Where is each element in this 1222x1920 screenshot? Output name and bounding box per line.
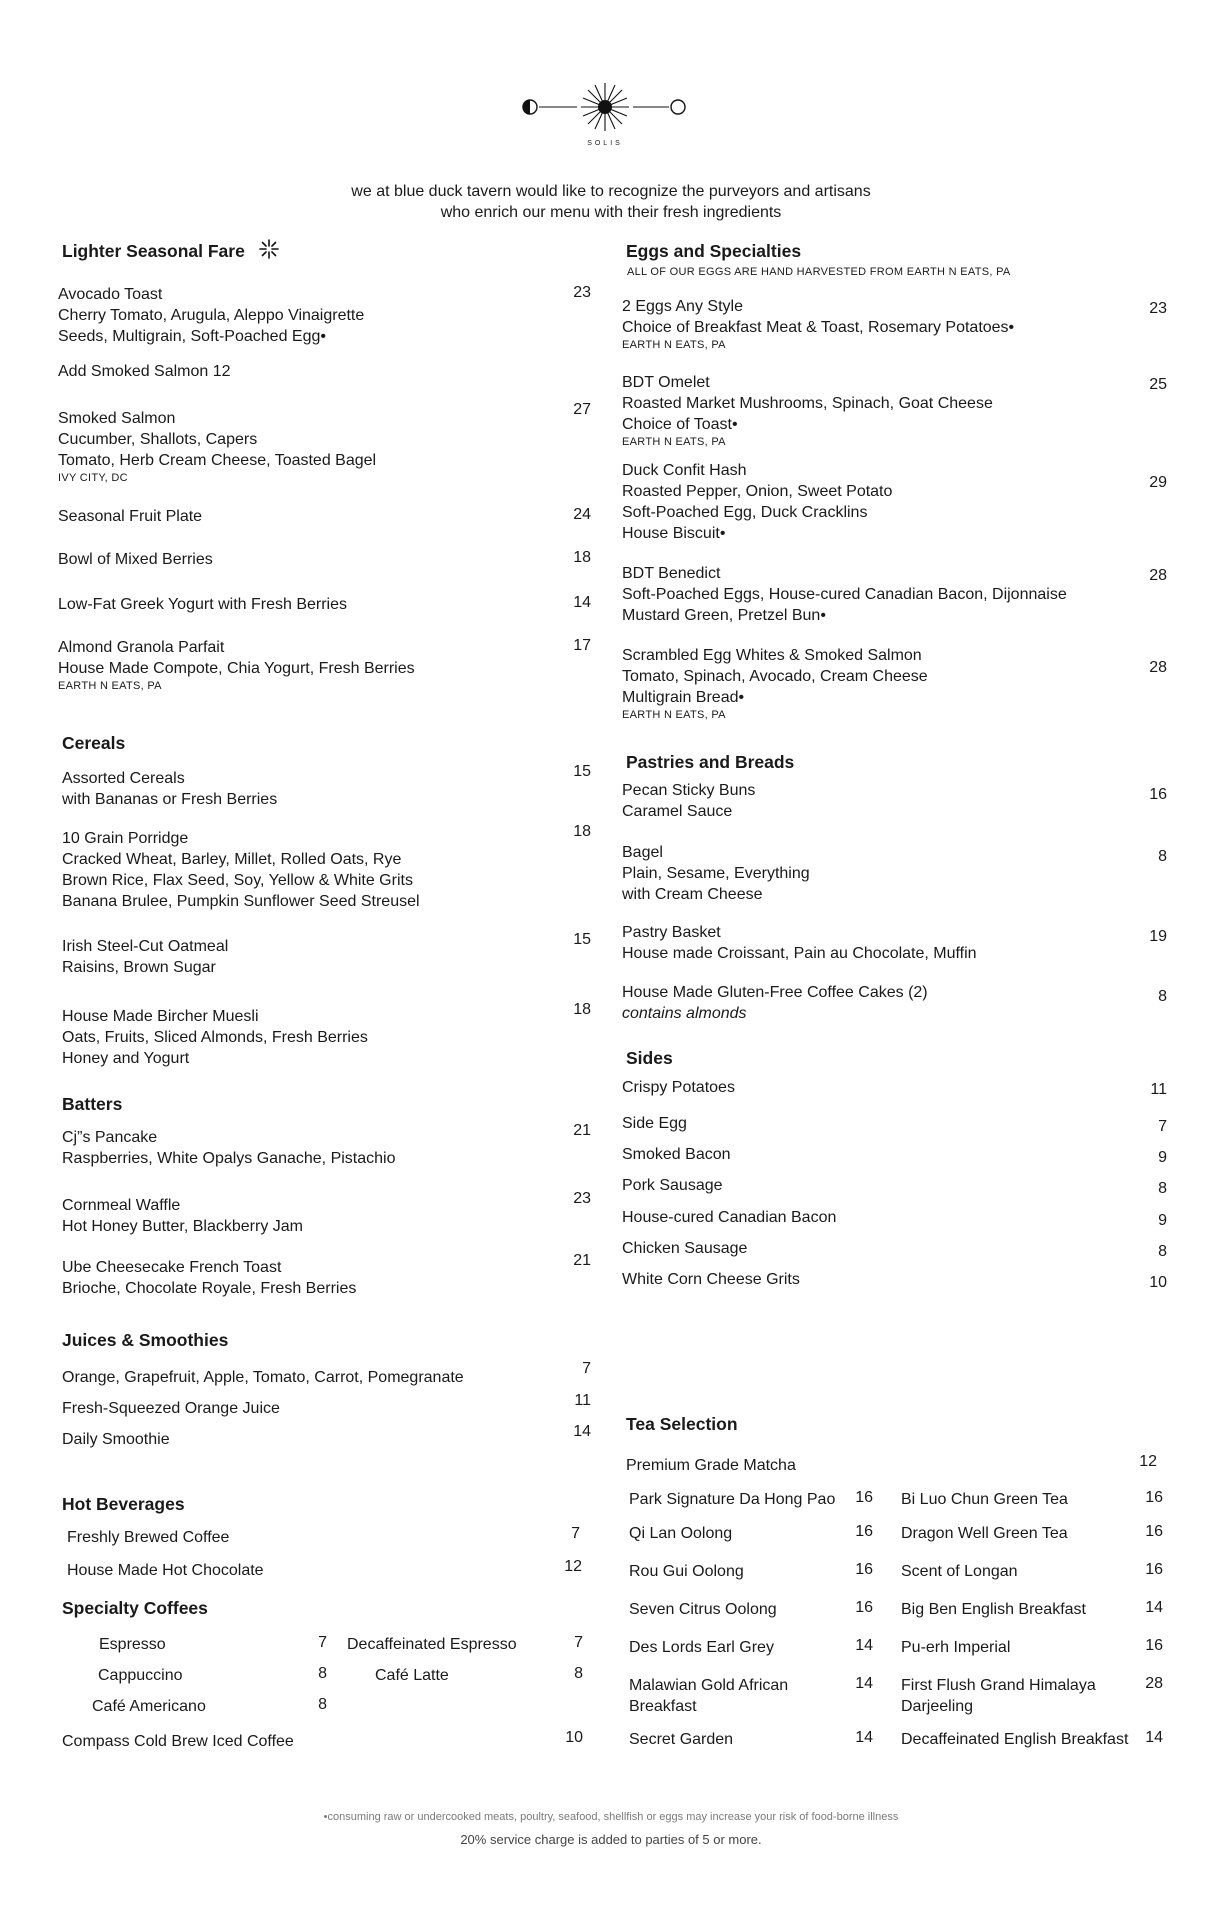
tea-name: Darjeeling <box>901 1698 974 1715</box>
item-price: 16 <box>1145 1523 1163 1540</box>
source-location: EARTH N EATS, PA <box>622 436 726 448</box>
item-description: Brioche, Chocolate Royale, Fresh Berries <box>62 1280 357 1297</box>
source-location: ALL OF OUR EGGS ARE HAND HARVESTED FROM EARTH N EATS, PA <box>627 266 1011 278</box>
tea-name: Secret Garden <box>629 1731 734 1748</box>
item-price: 9 <box>1158 1149 1167 1166</box>
item-name: Orange, Grapefruit, Apple, Tomato, Carrot, Pomegranate <box>62 1369 464 1386</box>
coffee-name: Cappuccino <box>98 1667 183 1684</box>
item-price: 7 <box>1158 1118 1167 1135</box>
section-title-sides: Sides <box>626 1048 673 1068</box>
item-price: 14 <box>1145 1599 1163 1616</box>
item-description: Hot Honey Butter, Blackberry Jam <box>62 1218 303 1235</box>
item-description: Multigrain Bread• <box>622 689 745 706</box>
tea-name: Decaffeinated English Breakfast <box>901 1731 1129 1748</box>
intro-line-2: who enrich our menu with their fresh ingredients <box>440 204 782 221</box>
item-price: 14 <box>573 1423 591 1440</box>
tea-name: Breakfast <box>629 1698 697 1715</box>
item-price: 12 <box>564 1558 582 1575</box>
item-price: 7 <box>318 1634 327 1651</box>
item-price: 15 <box>573 763 591 780</box>
item-name: Compass Cold Brew Iced Coffee <box>62 1733 294 1750</box>
item-name: Crispy Potatoes <box>622 1079 735 1096</box>
item-description: House Biscuit• <box>622 525 726 542</box>
item-description: Choice of Toast• <box>622 416 738 433</box>
solis-logo <box>515 78 695 158</box>
coffee-name: Decaffeinated Espresso <box>347 1636 517 1653</box>
item-name: Fresh-Squeezed Orange Juice <box>62 1400 280 1417</box>
item-price: 18 <box>573 823 591 840</box>
item-price: 15 <box>573 931 591 948</box>
section-title-tea: Tea Selection <box>626 1414 738 1434</box>
section-title-hot-beverages: Hot Beverages <box>62 1494 185 1514</box>
item-price: 14 <box>855 1637 873 1654</box>
section-title-pastries: Pastries and Breads <box>626 752 795 772</box>
item-description: Oats, Fruits, Sliced Almonds, Fresh Berries <box>62 1029 368 1046</box>
tea-name: Malawian Gold African <box>629 1677 789 1694</box>
section-title-batters: Batters <box>62 1094 123 1114</box>
item-description: Tomato, Herb Cream Cheese, Toasted Bagel <box>58 452 377 469</box>
item-name: Chicken Sausage <box>622 1240 748 1257</box>
item-description: Cherry Tomato, Arugula, Aleppo Vinaigrette <box>58 307 365 324</box>
item-name: House Made Hot Chocolate <box>67 1562 264 1579</box>
item-price: 28 <box>1149 567 1167 584</box>
item-price: 27 <box>573 401 591 418</box>
section-title-eggs: Eggs and Specialties <box>626 241 802 261</box>
item-price: 28 <box>1145 1675 1163 1692</box>
item-name: Pork Sausage <box>622 1177 723 1194</box>
item-description: Raisins, Brown Sugar <box>62 959 216 976</box>
item-name: BDT Benedict <box>622 565 721 582</box>
item-name: BDT Omelet <box>622 374 710 391</box>
item-price: 8 <box>574 1665 583 1682</box>
item-price: 16 <box>855 1523 873 1540</box>
section-title-cereals: Cereals <box>62 733 126 753</box>
item-price: 21 <box>573 1122 591 1139</box>
section-title-specialty-coffees: Specialty Coffees <box>62 1598 208 1618</box>
item-price: 25 <box>1149 376 1167 393</box>
item-price: 19 <box>1149 928 1167 945</box>
tea-name: First Flush Grand Himalaya <box>901 1677 1096 1694</box>
service-charge-note: 20% service charge is added to parties of 5 or more. <box>460 1832 762 1847</box>
item-price: 8 <box>318 1665 327 1682</box>
item-name: Seasonal Fruit Plate <box>58 508 203 525</box>
item-name: House Made Gluten-Free Coffee Cakes (2) <box>622 984 928 1001</box>
item-price: 7 <box>574 1634 583 1651</box>
item-price: 18 <box>573 549 591 566</box>
coffee-name: Café Americano <box>92 1698 206 1715</box>
item-price: 8 <box>1158 1243 1167 1260</box>
item-price: 7 <box>582 1360 591 1377</box>
item-price: 7 <box>571 1525 580 1542</box>
item-description: Choice of Breakfast Meat & Toast, Rosemary Potatoes• <box>622 319 1015 336</box>
item-price: 10 <box>565 1729 583 1746</box>
item-price: 16 <box>1145 1489 1163 1506</box>
item-price: 11 <box>1150 1081 1167 1098</box>
tea-name: Rou Gui Oolong <box>629 1563 744 1580</box>
coffee-name: Café Latte <box>375 1667 449 1684</box>
item-price: 14 <box>573 594 591 611</box>
tea-name: Qi Lan Oolong <box>629 1525 733 1542</box>
tea-name: Park Signature Da Hong Pao <box>629 1491 836 1508</box>
item-description: Roasted Market Mushrooms, Spinach, Goat Cheese <box>622 395 993 412</box>
item-description: Mustard Green, Pretzel Bun• <box>622 607 826 624</box>
item-name: Smoked Salmon <box>58 410 176 427</box>
item-name: Low-Fat Greek Yogurt with Fresh Berries <box>58 596 348 613</box>
item-description: Cracked Wheat, Barley, Millet, Rolled Oats, Rye <box>62 851 402 868</box>
item-price: 18 <box>573 1001 591 1018</box>
item-price: 8 <box>1158 1180 1167 1197</box>
item-name: Assorted Cereals <box>62 770 185 787</box>
item-name: Cornmeal Waffle <box>62 1197 181 1214</box>
item-description: Honey and Yogurt <box>62 1050 190 1067</box>
source-location: EARTH N EATS, PA <box>622 339 726 351</box>
item-name: Freshly Brewed Coffee <box>67 1529 230 1546</box>
item-price: 10 <box>1149 1274 1167 1291</box>
item-price: 16 <box>855 1561 873 1578</box>
item-note: contains almonds <box>622 1005 747 1022</box>
item-description: with Bananas or Fresh Berries <box>62 791 278 808</box>
item-description: with Cream Cheese <box>622 886 763 903</box>
item-name: Bagel <box>622 844 663 861</box>
item-price: 21 <box>573 1252 591 1269</box>
item-price: 17 <box>573 637 591 654</box>
item-price: 16 <box>1145 1561 1163 1578</box>
source-location: IVY CITY, DC <box>58 472 128 484</box>
item-price: 23 <box>573 1190 591 1207</box>
item-price: 16 <box>855 1599 873 1616</box>
item-name: Scrambled Egg Whites & Smoked Salmon <box>622 647 922 664</box>
item-price: 16 <box>855 1489 873 1506</box>
tea-name: Des Lords Earl Grey <box>629 1639 774 1656</box>
item-description: Soft-Poached Eggs, House-cured Canadian Bacon, Dijonnaise <box>622 586 1067 603</box>
sparkle-icon <box>258 238 280 260</box>
item-price: 14 <box>855 1675 873 1692</box>
tea-name: Premium Grade Matcha <box>626 1457 796 1474</box>
item-name: Daily Smoothie <box>62 1431 170 1448</box>
item-name: 10 Grain Porridge <box>62 830 189 847</box>
item-name: Irish Steel-Cut Oatmeal <box>62 938 229 955</box>
item-description: Raspberries, White Opalys Ganache, Pistachio <box>62 1150 396 1167</box>
item-description: House made Croissant, Pain au Chocolate, Muffin <box>622 945 977 962</box>
item-price: 8 <box>318 1696 327 1713</box>
coffee-name: Espresso <box>99 1636 166 1653</box>
item-name: Avocado Toast <box>58 286 163 303</box>
item-name: Ube Cheesecake French Toast <box>62 1259 282 1276</box>
item-name: House Made Bircher Muesli <box>62 1008 259 1025</box>
item-price: 11 <box>574 1392 591 1409</box>
tea-name: Big Ben English Breakfast <box>901 1601 1086 1618</box>
item-description: Banana Brulee, Pumpkin Sunflower Seed Streusel <box>62 893 420 910</box>
intro-line-1: we at blue duck tavern would like to recognize the purveyors and artisans <box>351 183 871 200</box>
item-description: Cucumber, Shallots, Capers <box>58 431 258 448</box>
item-price: 24 <box>573 506 591 523</box>
source-location: EARTH N EATS, PA <box>58 680 162 692</box>
tea-name: Seven Citrus Oolong <box>629 1601 777 1618</box>
item-name: White Corn Cheese Grits <box>622 1271 800 1288</box>
item-price: 16 <box>1145 1637 1163 1654</box>
tea-name: Dragon Well Green Tea <box>901 1525 1068 1542</box>
item-price: 12 <box>1139 1453 1157 1470</box>
item-price: 8 <box>1158 848 1167 865</box>
item-name: 2 Eggs Any Style <box>622 298 743 315</box>
item-description: Seeds, Multigrain, Soft-Poached Egg• <box>58 328 326 345</box>
disclaimer: •consuming raw or undercooked meats, poultry, seafood, shellfish or eggs may increase your risk of food-borne illness <box>323 1811 899 1823</box>
item-price: 29 <box>1149 474 1167 491</box>
item-name: Pastry Basket <box>622 924 721 941</box>
item-price: 14 <box>1145 1729 1163 1746</box>
item-price: 23 <box>573 284 591 301</box>
item-name: Side Egg <box>622 1115 687 1132</box>
source-location: EARTH N EATS, PA <box>622 709 726 721</box>
item-price: 28 <box>1149 659 1167 676</box>
item-price: 14 <box>855 1729 873 1746</box>
item-description: House Made Compote, Chia Yogurt, Fresh Berries <box>58 660 415 677</box>
item-description: Caramel Sauce <box>622 803 733 820</box>
item-price: 16 <box>1149 786 1167 803</box>
item-name: Pecan Sticky Buns <box>622 782 756 799</box>
item-price: 8 <box>1158 988 1167 1005</box>
item-name: Cj”s Pancake <box>62 1129 158 1146</box>
item-name: Duck Confit Hash <box>622 462 747 479</box>
item-name: Bowl of Mixed Berries <box>58 551 213 568</box>
item-description: Tomato, Spinach, Avocado, Cream Cheese <box>622 668 928 685</box>
item-description: Roasted Pepper, Onion, Sweet Potato <box>622 483 893 500</box>
item-description: Brown Rice, Flax Seed, Soy, Yellow & White Grits <box>62 872 413 889</box>
tea-name: Pu-erh Imperial <box>901 1639 1011 1656</box>
section-title-juices: Juices & Smoothies <box>62 1330 229 1350</box>
tea-name: Scent of Longan <box>901 1563 1018 1580</box>
item-description: Plain, Sesame, Everything <box>622 865 810 882</box>
tea-name: Bi Luo Chun Green Tea <box>901 1491 1068 1508</box>
item-price: 9 <box>1158 1212 1167 1229</box>
item-name: Smoked Bacon <box>622 1146 731 1163</box>
item-name: Add Smoked Salmon 12 <box>58 363 231 380</box>
logo-wordmark: SOLIS <box>587 140 623 147</box>
section-title-lighter: Lighter Seasonal Fare <box>62 241 245 261</box>
item-description: Soft-Poached Egg, Duck Cracklins <box>622 504 868 521</box>
item-price: 23 <box>1149 300 1167 317</box>
item-name: Almond Granola Parfait <box>58 639 225 656</box>
item-name: House-cured Canadian Bacon <box>622 1209 837 1226</box>
